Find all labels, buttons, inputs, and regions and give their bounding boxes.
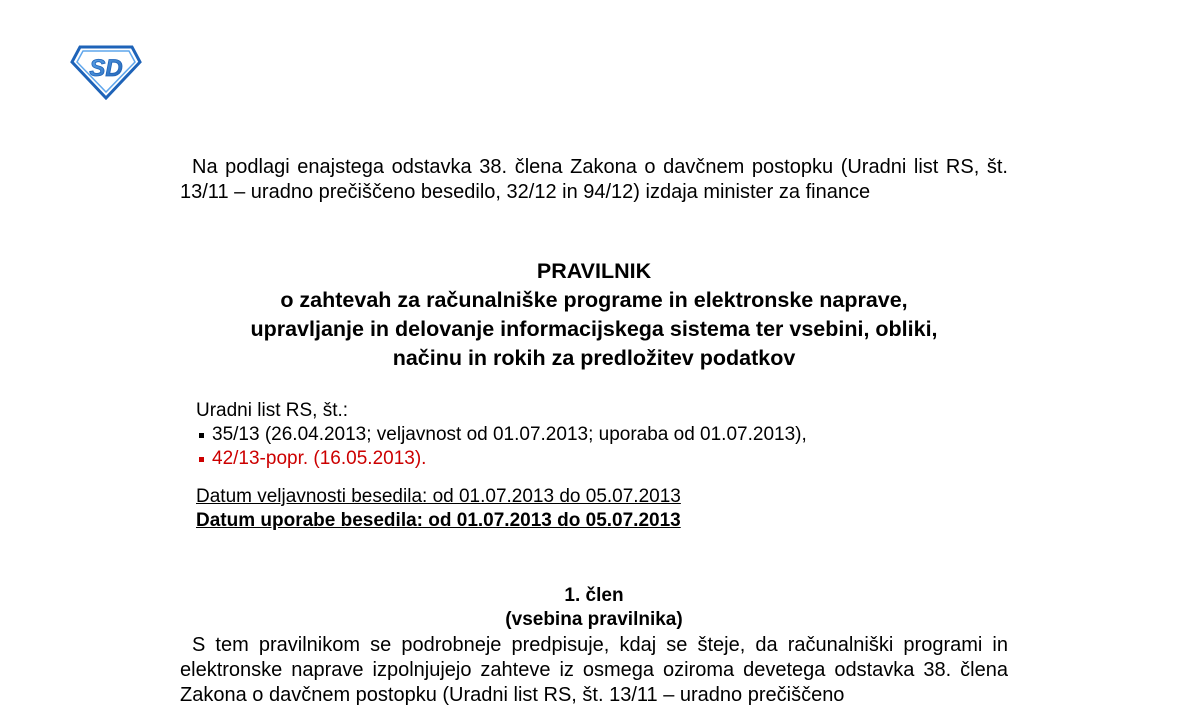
gazette-item-text: 35/13 (26.04.2013; veljavnost od 01.07.2013; uporaba od 01.07.2013), (212, 424, 807, 445)
article-number: 1. člen (564, 585, 624, 606)
bullet-icon (199, 457, 204, 462)
intro-paragraph: Na podlagi enajstega odstavka 38. člena Zakona o davčnem postopku (Uradni list RS, št. 13/11 – uradno prečiščeno besedilo, 32/12 in 94/12) izdaja minister za finance (180, 156, 1008, 203)
bullet-icon (199, 433, 204, 438)
gazette-item-2[interactable] (196, 447, 807, 471)
validity-date-line: Datum veljavnosti besedila: od 01.07.2013 do 05.07.2013 (196, 486, 681, 507)
logo-letters: SD (89, 55, 123, 82)
gazette-item-text: 42/13-popr. (16.05.2013). (212, 448, 427, 469)
article-paragraph: S tem pravilnikom se podrobneje predpisuje, kdaj se šteje, da računalniški programi in elektronske naprave izpolnjujejo zahteve iz osmega oziroma devetega odstavka 38. člena Zakona o davčnem postopku (Uradni list RS, št. 13/11 – uradno prečiščeno (180, 634, 1008, 706)
usage-date-line: Datum uporabe besedila: od 01.07.2013 do 05.07.2013 (196, 510, 681, 531)
shield-logo-icon (70, 44, 142, 100)
gazette-label: Uradni list RS, št.: (196, 400, 349, 421)
title-line-2: o zahtevah za računalniške programe in elektronske naprave, (280, 288, 908, 312)
gazette-references (196, 399, 807, 471)
validity-dates (196, 485, 681, 533)
article-heading (180, 584, 1008, 632)
gazette-item-1[interactable] (196, 423, 807, 447)
title-line-1: PRAVILNIK (536, 259, 652, 283)
article-title: (vsebina pravilnika) (505, 609, 683, 630)
title-line-4: načinu in rokih za predložitev podatkov (392, 346, 796, 370)
title-line-3: upravljanje in delovanje informacijskega sistema ter vsebini, obliki, (250, 317, 938, 341)
document-title (180, 257, 1008, 373)
